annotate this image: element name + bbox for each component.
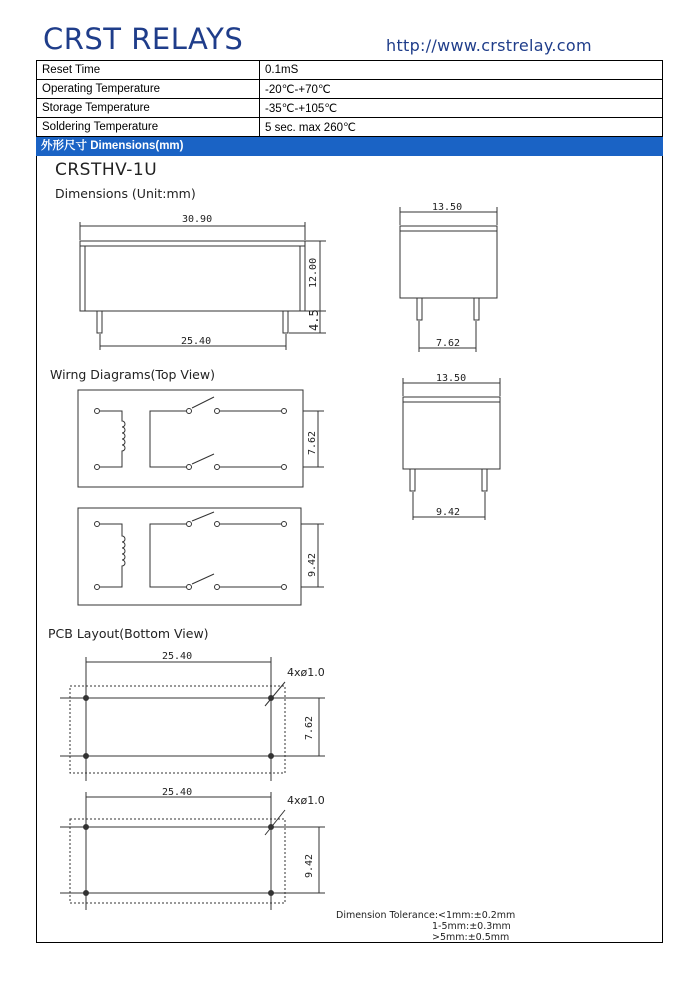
dim-length: 30.90 [182,214,213,225]
spec-value: -20℃-+70℃ [260,80,663,99]
pcb-holes-b: 4xø1.0 [287,794,325,807]
spec-value: -35℃-+105℃ [260,99,663,118]
spec-name: Reset Time [37,61,260,80]
relay-side-view-a [400,202,497,352]
pcb-spacing-a: 7.62 [304,715,315,740]
wiring-spacing-b: 9.42 [307,552,318,577]
spec-name: Operating Temperature [37,80,260,99]
dim-pin-spacing: 25.40 [181,336,212,347]
wiring-diagram-b [78,508,324,605]
spec-name: Soldering Temperature [37,118,260,137]
dimensions-title: Dimensions (Unit:mm) [55,186,196,201]
pcb-holes-a: 4xø1.0 [287,666,325,679]
spec-value: 0.1mS [260,61,663,80]
pcb-length-a: 25.40 [162,651,193,662]
dim-pin-spacing-a: 7.62 [436,338,461,349]
wiring-spacing-a: 7.62 [307,430,318,455]
tolerance-line-2: 1-5mm:±0.3mm [432,921,511,932]
pcb-spacing-b: 9.42 [304,853,315,878]
relay-front-view [80,214,326,350]
model-title: CRSTHV-1U [55,160,158,180]
section-header-bar: 外形尺寸 Dimensions(mm) [36,137,663,156]
dim-height: 12.00 [308,257,319,288]
spec-value: 5 sec. max 260℃ [260,118,663,137]
wiring-title: Wirng Diagrams(Top View) [50,367,215,382]
dim-width-b: 13.50 [436,373,467,384]
pcb-layout-b [60,787,325,910]
wiring-diagram-a [78,390,324,487]
dimension-tolerance [336,910,515,943]
spec-name: Storage Temperature [37,99,260,118]
tolerance-line-3: >5mm:±0.5mm [432,932,510,943]
pcb-layout-a [60,651,325,781]
relay-side-view-b [403,373,500,520]
tolerance-line-1: Dimension Tolerance:<1mm:±0.2mm [336,910,516,921]
pcb-title: PCB Layout(Bottom View) [48,626,209,641]
website-url[interactable]: http://www.crstrelay.com [386,36,592,55]
brand-logo: CRST RELAYS [43,22,244,56]
dim-width-a: 13.50 [432,202,463,213]
dim-pin-length: 4.5 [307,309,321,331]
pcb-length-b: 25.40 [162,787,193,798]
dim-pin-spacing-b: 9.42 [436,507,461,518]
